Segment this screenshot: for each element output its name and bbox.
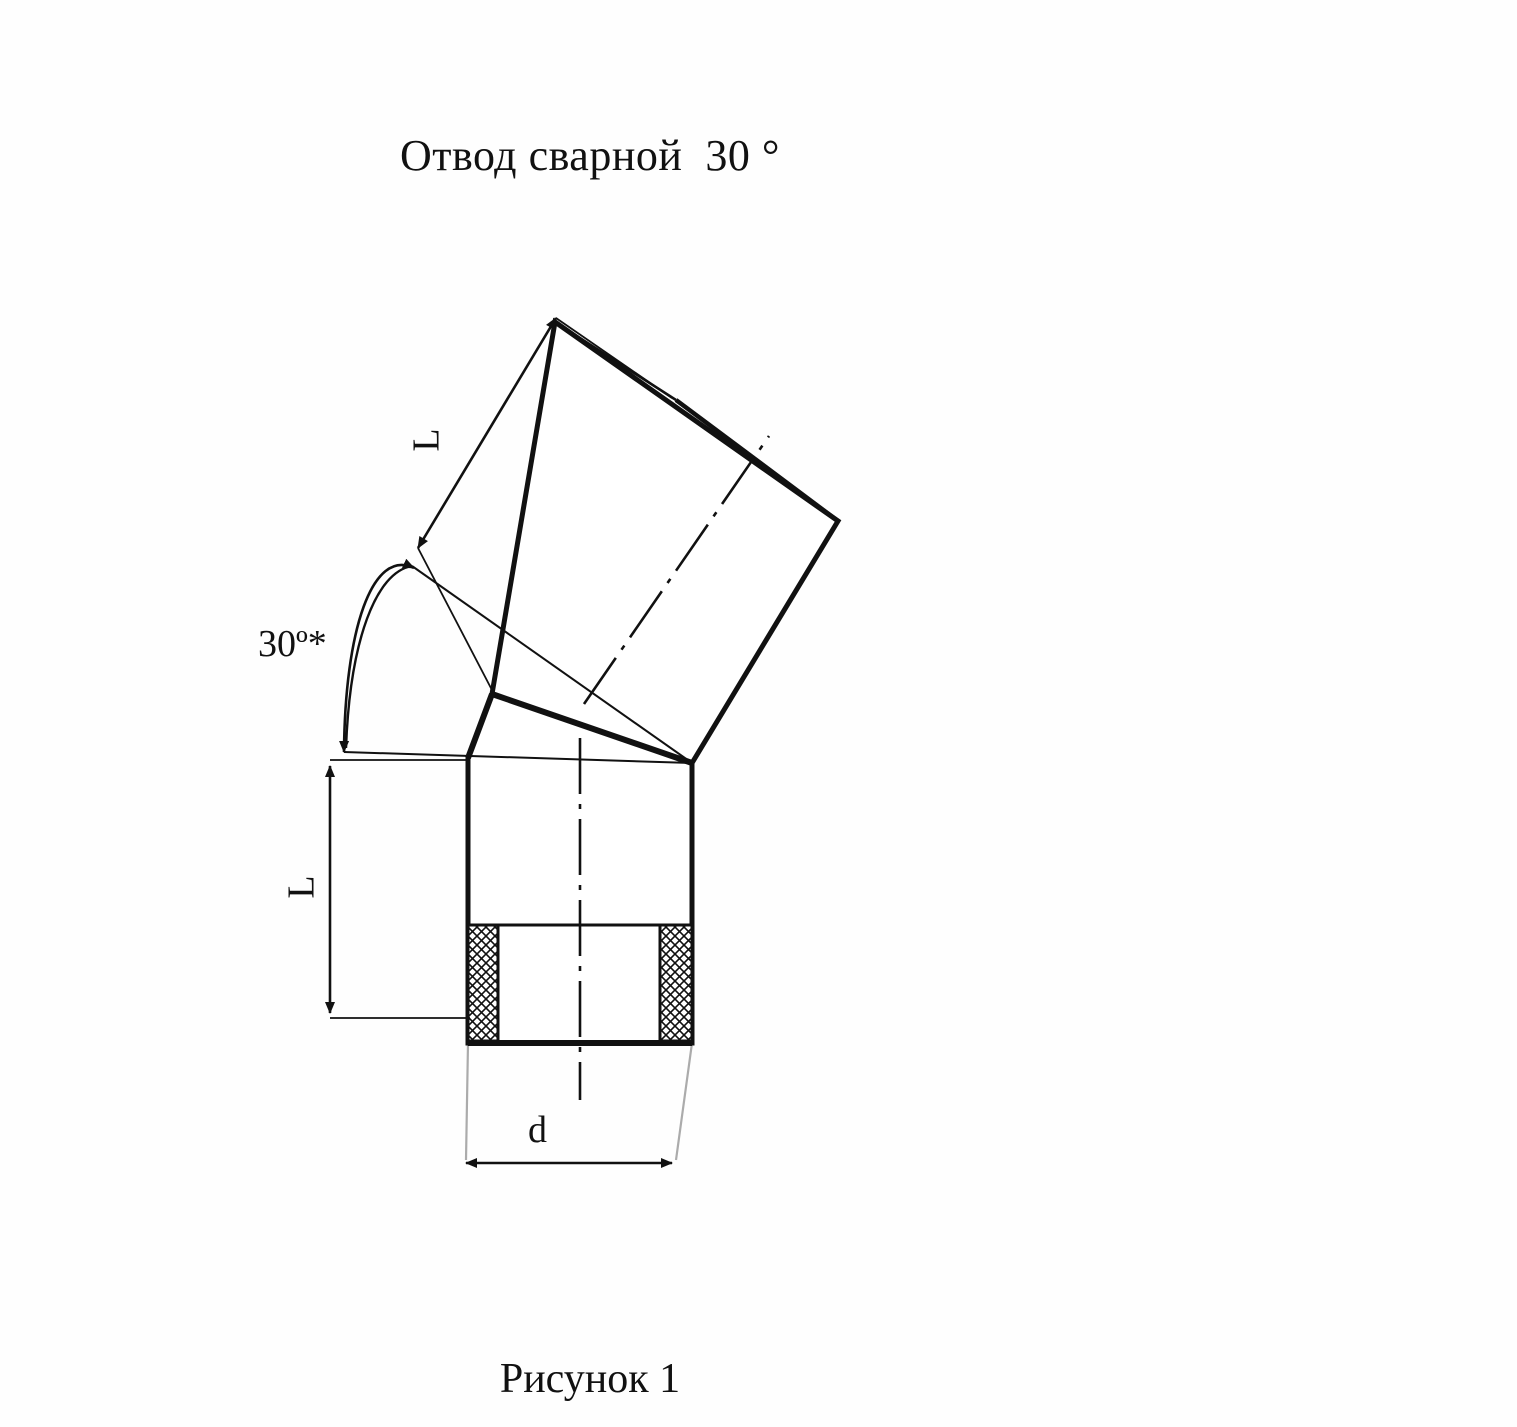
angle-label: 30º* <box>258 623 327 665</box>
figure-caption: Рисунок 1 <box>499 1356 681 1402</box>
figure-title: Отвод сварной 30 ° <box>399 131 781 180</box>
length-bottom-label: L <box>280 875 323 899</box>
length-top-label: L <box>405 428 448 452</box>
diameter-label: d <box>528 1109 547 1151</box>
upper-pipe-body <box>492 322 838 763</box>
dimension-line-L-bottom <box>330 760 470 1018</box>
